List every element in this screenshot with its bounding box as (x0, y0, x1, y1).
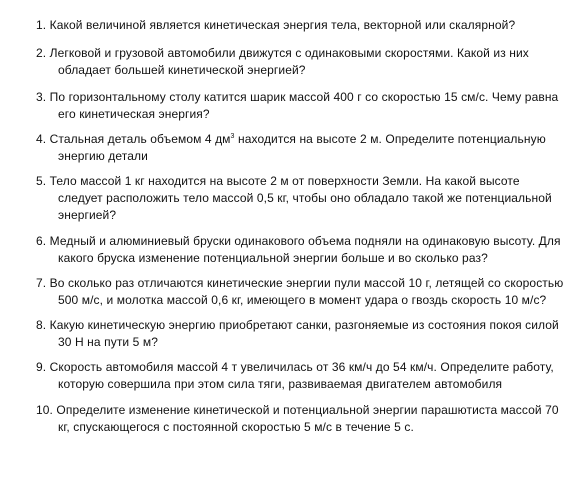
question-text-continued: которую совершила при этом сила тяги, развиваемая двигателем автомобиля (58, 377, 503, 391)
question-number: 3. (36, 90, 47, 104)
question-text: По горизонтальному столу катится шарик массой 400 г со скоростью 15 см/с. Чему равна (49, 90, 559, 104)
question-text-continued: обладает большей кинетической энергией? (58, 63, 306, 77)
question-3 (36, 89, 576, 123)
superscript-exponent: 3 (230, 133, 235, 140)
question-line (36, 17, 576, 34)
question-text-continued: энергией? (58, 208, 117, 222)
question-4 (36, 131, 576, 165)
question-number: 8. (36, 318, 47, 332)
question-number: 6. (36, 234, 47, 248)
question-text-continued: его кинетическая энергия? (58, 107, 210, 121)
question-line (36, 402, 576, 419)
question-number: 10. (36, 403, 53, 417)
question-9 (36, 359, 576, 393)
question-10 (36, 402, 576, 436)
question-8 (36, 317, 576, 351)
question-text: Легковой и грузовой автомобили движутся с одинаковыми скоростями. Какой из них (49, 46, 529, 60)
question-text: Медный и алюминиевый бруски одинакового объема подняли на одинаковую высоту. Для (49, 234, 561, 248)
question-line (36, 359, 576, 376)
question-number: 5. (36, 174, 47, 188)
question-line (36, 317, 576, 334)
question-text-continued: следует расположить тело массой 0,5 кг, чтобы оно обладало такой же потенциальной (58, 191, 552, 205)
question-line (36, 89, 576, 106)
question-text: Какой величиной является кинетическая энергия тела, векторной или скалярной? (49, 18, 516, 32)
question-number: 9. (36, 360, 47, 374)
question-text-continued: энергию детали (58, 149, 148, 163)
question-line (36, 233, 576, 250)
question-text-continued: 30 Н на пути 5 м? (58, 335, 158, 349)
question-text-continued: какого бруска изменение потенциальной энергии больше и во сколько раз? (58, 251, 488, 265)
question-text: Во сколько раз отличаются кинетические энергии пули массой 10 г, летящей со скоростью (49, 276, 564, 290)
question-line (36, 275, 576, 292)
question-7 (36, 275, 576, 309)
question-number: 2. (36, 46, 47, 60)
question-text: Тело массой 1 кг находится на высоте 2 м от поверхности Земли. На какой высоте (49, 174, 520, 188)
question-text: Какую кинетическую энергию приобретают санки, разгоняемые из состояния покоя силой (49, 318, 559, 332)
question-text: Определите изменение кинетической и потенциальной энергии парашютиста массой 70 (56, 403, 559, 417)
question-line (36, 173, 576, 190)
question-2 (36, 45, 576, 79)
question-text: Скорость автомобиля массой 4 т увеличилась от 36 км/ч до 54 км/ч. Определите работу, (49, 360, 554, 374)
question-text-continued: 500 м/с, и молотка массой 0,6 кг, имеющего в момент удара о гвоздь скорость 10 м/с? (58, 293, 547, 307)
question-line (36, 131, 576, 148)
question-text: Стальная деталь объемом 4 дм (49, 132, 231, 146)
question-number: 1. (36, 18, 47, 32)
question-number: 4. (36, 132, 47, 146)
question-5 (36, 173, 576, 224)
question-text-continued: кг, спускающегося с постоянной скоростью 5 м/с в течение 5 с. (58, 420, 414, 434)
question-number: 7. (36, 276, 47, 290)
question-1 (36, 17, 576, 34)
question-line (36, 45, 576, 62)
question-6 (36, 233, 576, 267)
question-text-tail: находится на высоте 2 м. Определите потенциальную (234, 132, 546, 146)
